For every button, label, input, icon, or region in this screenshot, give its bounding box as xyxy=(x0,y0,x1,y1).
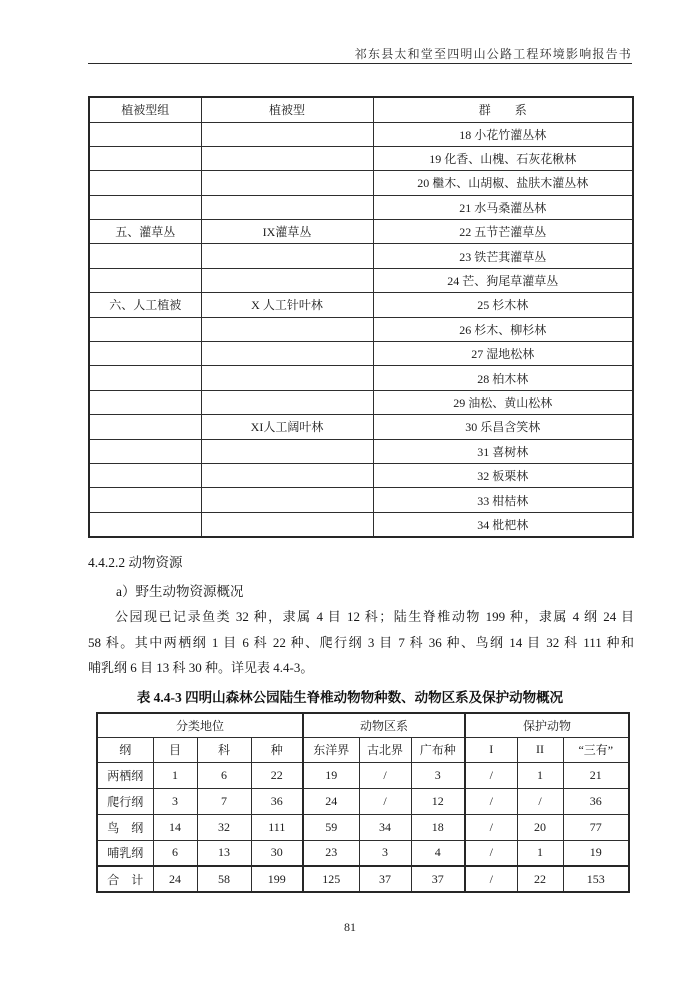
animal-value-cell: 14 xyxy=(153,814,197,840)
vegetation-table-body xyxy=(89,122,633,537)
group-header-protected-animals: 保护动物 xyxy=(465,713,629,737)
vegetation-row xyxy=(89,488,633,512)
vegetation-row xyxy=(89,195,633,219)
vegetation-header-row xyxy=(89,97,633,122)
animal-value-cell: 59 xyxy=(303,814,359,840)
col-header-family: 科 xyxy=(197,737,251,762)
animal-value-cell: 3 xyxy=(153,788,197,814)
veg-col-header-type: 植被型 xyxy=(201,97,373,122)
animal-value-cell: 7 xyxy=(197,788,251,814)
report-header-title: 祁东县太和堂至四明山公路工程环境影响报告书 xyxy=(354,47,632,61)
animal-value-cell: 37 xyxy=(359,866,411,892)
animal-value-cell: 13 xyxy=(197,840,251,866)
animal-value-cell: 24 xyxy=(303,788,359,814)
veg-group-cell xyxy=(89,439,201,463)
animal-class-cell: 爬行纲 xyxy=(97,788,153,814)
animal-value-cell: 6 xyxy=(197,762,251,788)
veg-group-cell xyxy=(89,146,201,170)
animal-value-cell: 18 xyxy=(411,814,465,840)
veg-formation-cell: 20 檵木、山胡椒、盐肤木灌丛林 xyxy=(373,171,633,195)
veg-type-cell xyxy=(201,342,373,366)
animal-value-cell: / xyxy=(359,762,411,788)
vegetation-row xyxy=(89,244,633,268)
vegetation-table xyxy=(88,96,634,538)
veg-group-cell xyxy=(89,171,201,195)
veg-formation-cell: 23 铁芒萁灌草丛 xyxy=(373,244,633,268)
veg-formation-cell: 21 水马桑灌丛林 xyxy=(373,195,633,219)
animal-value-cell: 37 xyxy=(411,866,465,892)
animal-class-cell: 哺乳纲 xyxy=(97,840,153,866)
veg-formation-cell: 25 杉木林 xyxy=(373,293,633,317)
veg-group-cell xyxy=(89,342,201,366)
veg-formation-cell: 33 柑桔林 xyxy=(373,488,633,512)
veg-type-cell: XI人工阔叶林 xyxy=(201,415,373,439)
animal-value-cell: 111 xyxy=(251,814,303,840)
veg-type-cell xyxy=(201,171,373,195)
animal-value-cell: 32 xyxy=(197,814,251,840)
group-header-taxonomy: 分类地位 xyxy=(97,713,303,737)
col-header-species: 种 xyxy=(251,737,303,762)
veg-group-cell xyxy=(89,268,201,292)
veg-formation-cell: 31 喜树林 xyxy=(373,439,633,463)
veg-group-cell xyxy=(89,317,201,341)
veg-group-cell xyxy=(89,415,201,439)
group-header-fauna-region: 动物区系 xyxy=(303,713,465,737)
veg-type-cell xyxy=(201,146,373,170)
veg-col-header-formation: 群 系 xyxy=(373,97,633,122)
veg-type-cell xyxy=(201,488,373,512)
veg-type-cell xyxy=(201,463,373,487)
animal-value-cell: 77 xyxy=(563,814,629,840)
animal-value-cell: 125 xyxy=(303,866,359,892)
animal-value-cell: 36 xyxy=(251,788,303,814)
animal-value-cell: 19 xyxy=(303,762,359,788)
header-rule xyxy=(88,63,632,64)
animal-value-cell: / xyxy=(465,840,517,866)
veg-type-cell xyxy=(201,195,373,219)
animal-class-cell: 合 计 xyxy=(97,866,153,892)
veg-type-cell xyxy=(201,317,373,341)
col-header-class-two: II xyxy=(517,737,563,762)
veg-formation-cell: 19 化香、山槐、石灰花楸林 xyxy=(373,146,633,170)
veg-formation-cell: 34 枇杷林 xyxy=(373,512,633,536)
section-heading: 4.4.2.2 动物资源 xyxy=(88,555,183,570)
vegetation-row xyxy=(89,293,633,317)
veg-formation-cell: 29 油松、黄山松林 xyxy=(373,390,633,414)
animal-value-cell: / xyxy=(465,814,517,840)
animal-value-cell: 3 xyxy=(359,840,411,866)
animal-value-cell: / xyxy=(517,788,563,814)
veg-formation-cell: 27 湿地松林 xyxy=(373,342,633,366)
animal-data-row xyxy=(97,814,629,840)
animal-total-row xyxy=(97,866,629,892)
body-paragraph xyxy=(88,604,634,681)
veg-formation-cell: 18 小花竹灌丛林 xyxy=(373,122,633,146)
col-header-order: 目 xyxy=(153,737,197,762)
col-header-palearctic: 古北界 xyxy=(359,737,411,762)
animal-value-cell: 36 xyxy=(563,788,629,814)
animal-table-caption: 表 4.4-3 四明山森林公园陆生脊椎动物物种数、动物区系及保护动物概况 xyxy=(136,690,564,705)
vegetation-row xyxy=(89,390,633,414)
animal-value-cell: 24 xyxy=(153,866,197,892)
paragraph-line-3: 哺乳纲 6 目 13 科 30 种。详见表 4.4-3。 xyxy=(88,660,314,675)
animal-value-cell: 6 xyxy=(153,840,197,866)
animal-value-cell: 1 xyxy=(517,762,563,788)
col-header-widespread: 广布种 xyxy=(411,737,465,762)
section-subheading: a）野生动物资源概况 xyxy=(116,584,244,599)
animal-value-cell: 199 xyxy=(251,866,303,892)
veg-type-cell xyxy=(201,439,373,463)
animal-value-cell: 153 xyxy=(563,866,629,892)
animal-value-cell: / xyxy=(465,788,517,814)
animal-table-body xyxy=(97,762,629,892)
vegetation-row xyxy=(89,317,633,341)
veg-type-cell xyxy=(201,268,373,292)
animal-class-cell: 鸟 纲 xyxy=(97,814,153,840)
paragraph-line-1: 公园现已记录鱼类 32 种，隶属 4 目 12 科；陆生脊椎动物 199 种，隶属 4 纲 24 目 xyxy=(115,609,634,624)
veg-group-cell xyxy=(89,122,201,146)
vegetation-row xyxy=(89,342,633,366)
veg-type-cell: IX灌草丛 xyxy=(201,220,373,244)
vegetation-row xyxy=(89,146,633,170)
veg-group-cell: 六、人工植被 xyxy=(89,293,201,317)
animal-value-cell: 22 xyxy=(517,866,563,892)
veg-group-cell xyxy=(89,244,201,268)
vegetation-row xyxy=(89,268,633,292)
animal-class-cell: 两栖纲 xyxy=(97,762,153,788)
page-number: 81 xyxy=(344,920,356,934)
veg-group-cell xyxy=(89,195,201,219)
veg-type-cell xyxy=(201,512,373,536)
col-header-class-one: I xyxy=(465,737,517,762)
veg-formation-cell: 26 杉木、柳杉林 xyxy=(373,317,633,341)
animal-value-cell: 58 xyxy=(197,866,251,892)
animal-value-cell: 30 xyxy=(251,840,303,866)
veg-formation-cell: 32 板栗林 xyxy=(373,463,633,487)
animal-value-cell: 21 xyxy=(563,762,629,788)
animal-data-row xyxy=(97,762,629,788)
veg-type-cell xyxy=(201,122,373,146)
veg-formation-cell: 28 柏木林 xyxy=(373,366,633,390)
animal-value-cell: 20 xyxy=(517,814,563,840)
veg-group-cell: 五、灌草丛 xyxy=(89,220,201,244)
veg-col-header-group: 植被型组 xyxy=(89,97,201,122)
animal-value-cell: 19 xyxy=(563,840,629,866)
animal-column-header-row xyxy=(97,737,629,762)
vegetation-row xyxy=(89,122,633,146)
vegetation-row xyxy=(89,463,633,487)
animal-table xyxy=(96,712,630,893)
veg-type-cell: X 人工针叶林 xyxy=(201,293,373,317)
vegetation-row xyxy=(89,512,633,536)
veg-type-cell xyxy=(201,390,373,414)
veg-group-cell xyxy=(89,463,201,487)
animal-value-cell: 1 xyxy=(153,762,197,788)
vegetation-row xyxy=(89,415,633,439)
animal-value-cell: 12 xyxy=(411,788,465,814)
animal-data-row xyxy=(97,788,629,814)
animal-value-cell: / xyxy=(465,762,517,788)
animal-value-cell: / xyxy=(359,788,411,814)
animal-value-cell: 4 xyxy=(411,840,465,866)
veg-type-cell xyxy=(201,244,373,268)
veg-group-cell xyxy=(89,366,201,390)
veg-formation-cell: 30 乐昌含笑林 xyxy=(373,415,633,439)
animal-group-header-row xyxy=(97,713,629,737)
animal-value-cell: 23 xyxy=(303,840,359,866)
veg-formation-cell: 22 五节芒灌草丛 xyxy=(373,220,633,244)
veg-formation-cell: 24 芒、狗尾草灌草丛 xyxy=(373,268,633,292)
veg-group-cell xyxy=(89,512,201,536)
animal-data-row xyxy=(97,840,629,866)
vegetation-row xyxy=(89,366,633,390)
paragraph-line-2: 58 科。其中两栖纲 1 目 6 科 22 种、爬行纲 3 目 7 科 36 种、鸟纲 14 目 32 科 111 种和 xyxy=(88,634,634,650)
veg-type-cell xyxy=(201,366,373,390)
veg-group-cell xyxy=(89,390,201,414)
col-header-class: 纲 xyxy=(97,737,153,762)
animal-value-cell: 34 xyxy=(359,814,411,840)
veg-group-cell xyxy=(89,488,201,512)
vegetation-row xyxy=(89,439,633,463)
animal-value-cell: 3 xyxy=(411,762,465,788)
col-header-oriental: 东洋界 xyxy=(303,737,359,762)
vegetation-row xyxy=(89,171,633,195)
animal-value-cell: 22 xyxy=(251,762,303,788)
vegetation-row xyxy=(89,220,633,244)
col-header-three-haves: “三有” xyxy=(563,737,629,762)
animal-value-cell: / xyxy=(465,866,517,892)
animal-value-cell: 1 xyxy=(517,840,563,866)
